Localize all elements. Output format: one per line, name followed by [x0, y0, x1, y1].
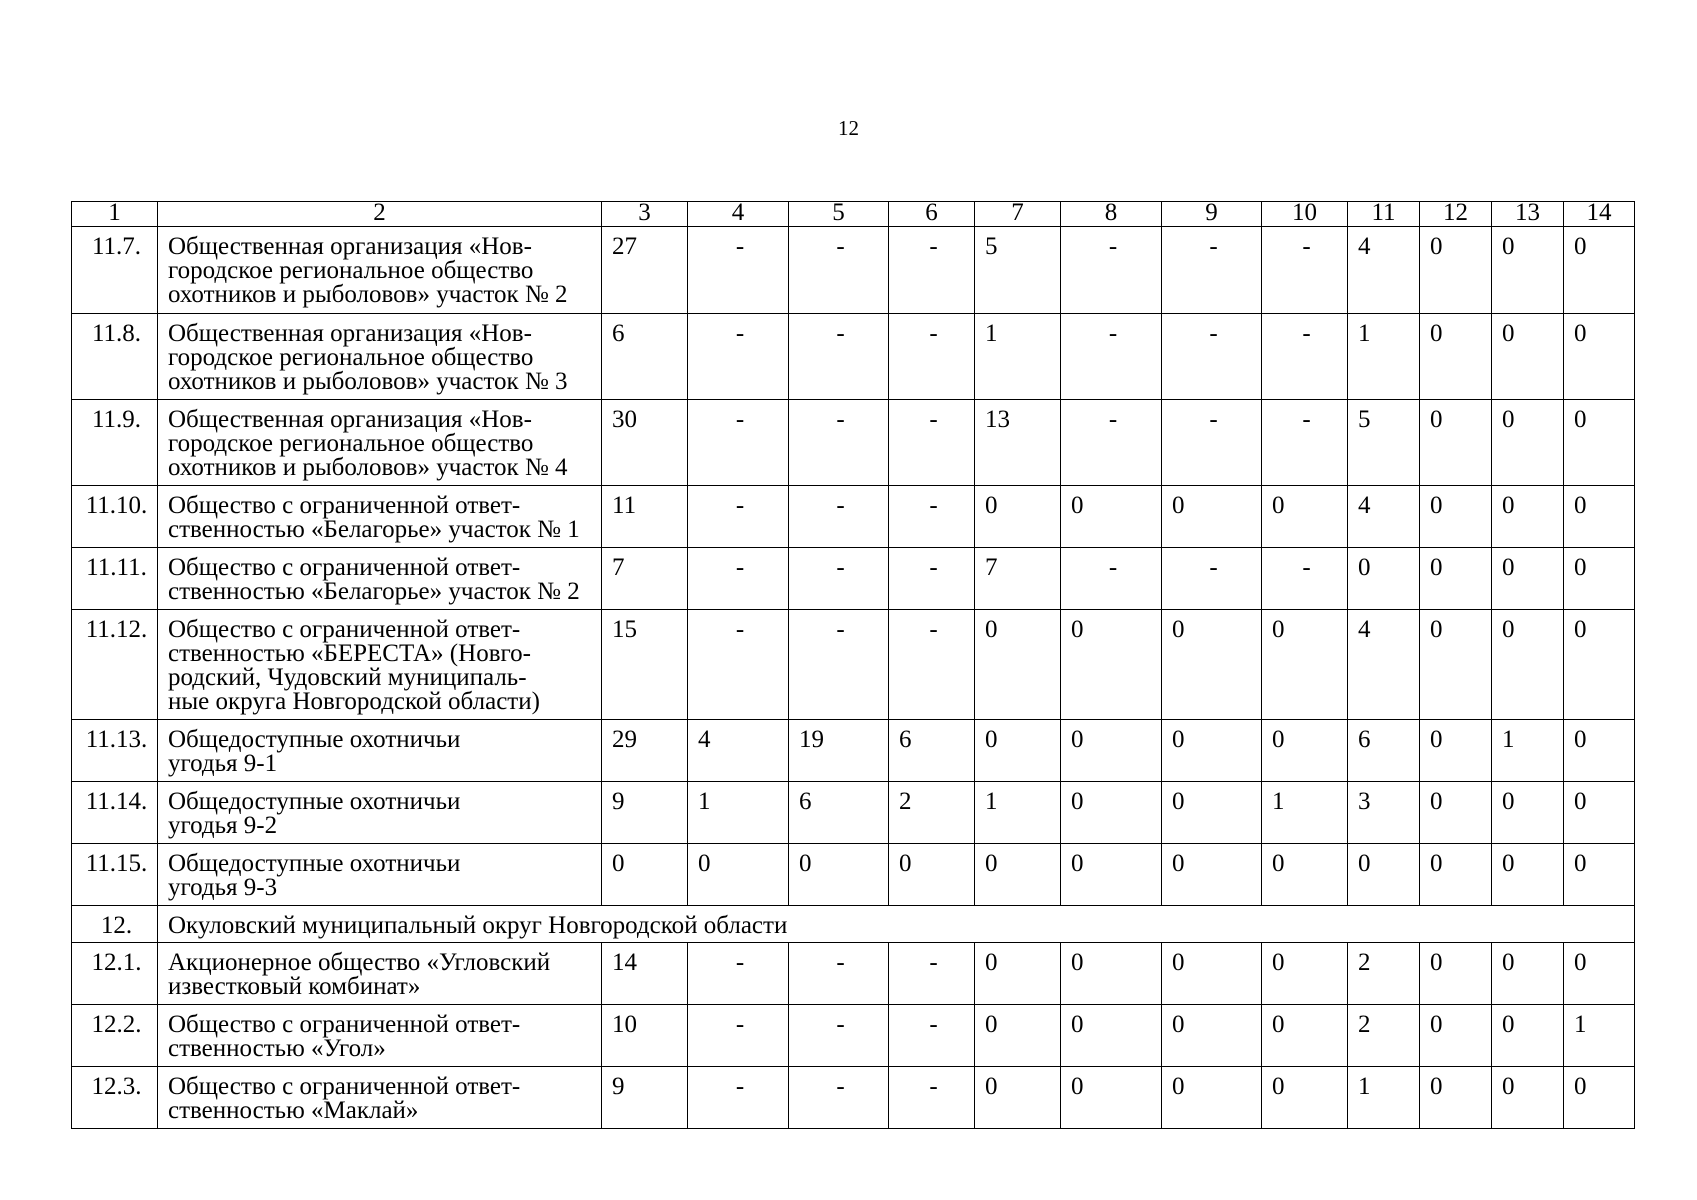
value-cell: - — [1162, 548, 1262, 610]
value-cell: 0 — [1492, 943, 1564, 1005]
value-cell: 0 — [889, 844, 975, 906]
value-cell: 0 — [1564, 227, 1635, 314]
organization-name-line: родский, Чудовский муниципаль- — [168, 664, 527, 691]
value-cell: 0 — [1348, 844, 1420, 906]
value-cell: 0 — [1262, 486, 1348, 548]
value-cell: 11 — [602, 486, 688, 548]
organization-name-line: Акционерное общество «Угловский — [168, 949, 551, 976]
value-cell: - — [789, 610, 889, 720]
row-number: 11.7. — [72, 227, 158, 314]
organization-name-line: Общедоступные охотничьи — [168, 788, 461, 815]
value-cell: 0 — [1420, 314, 1492, 400]
value-cell: 4 — [1348, 486, 1420, 548]
value-cell: 5 — [1348, 400, 1420, 486]
table-row — [72, 400, 1635, 486]
value-cell: 9 — [602, 782, 688, 844]
value-cell: 0 — [1492, 844, 1564, 906]
value-cell: 0 — [975, 486, 1061, 548]
column-header: 11 — [1348, 202, 1420, 227]
value-cell: 0 — [1162, 782, 1262, 844]
value-cell: 4 — [1348, 610, 1420, 720]
value-cell: - — [889, 227, 975, 314]
value-cell: 1 — [1262, 782, 1348, 844]
value-cell: 0 — [1564, 314, 1635, 400]
column-header: 4 — [688, 202, 789, 227]
organization-name-line: ственностью «Белагорье» участок № 1 — [168, 516, 580, 543]
value-cell: 0 — [1492, 548, 1564, 610]
value-cell: - — [688, 227, 789, 314]
column-header: 6 — [889, 202, 975, 227]
value-cell: 0 — [1262, 1067, 1348, 1129]
value-cell: 0 — [1061, 782, 1162, 844]
value-cell: 15 — [602, 610, 688, 720]
value-cell: 0 — [1492, 486, 1564, 548]
value-cell: 0 — [1420, 227, 1492, 314]
value-cell: 2 — [1348, 1005, 1420, 1067]
value-cell: 0 — [1564, 548, 1635, 610]
value-cell: 1 — [688, 782, 789, 844]
organization-name-line: Общедоступные охотничьи — [168, 850, 461, 877]
value-cell: - — [789, 943, 889, 1005]
row-number: 12. — [72, 906, 158, 943]
row-number: 11.9. — [72, 400, 158, 486]
organization-name-line: Общественная организация «Нов- — [168, 320, 532, 347]
value-cell: - — [789, 227, 889, 314]
value-cell: 0 — [688, 844, 789, 906]
value-cell: 14 — [602, 943, 688, 1005]
value-cell: 0 — [1492, 227, 1564, 314]
value-cell: 0 — [1564, 782, 1635, 844]
value-cell: 0 — [1061, 943, 1162, 1005]
value-cell: 7 — [602, 548, 688, 610]
value-cell: 0 — [789, 844, 889, 906]
organization-name-line: Общество с ограниченной ответ- — [168, 492, 521, 519]
organization-name-line: Общество с ограниченной ответ- — [168, 1073, 521, 1100]
column-header: 5 — [789, 202, 889, 227]
value-cell: 30 — [602, 400, 688, 486]
value-cell: 0 — [975, 610, 1061, 720]
column-header: 9 — [1162, 202, 1262, 227]
organization-name-line: охотников и рыболовов» участок № 2 — [168, 281, 568, 308]
organization-name — [158, 314, 602, 400]
column-header: 12 — [1420, 202, 1492, 227]
value-cell: - — [1061, 314, 1162, 400]
value-cell: - — [1262, 400, 1348, 486]
organization-name-line: охотников и рыболовов» участок № 3 — [168, 368, 568, 395]
value-cell: 29 — [602, 720, 688, 782]
column-header: 14 — [1564, 202, 1635, 227]
row-number: 11.13. — [72, 720, 158, 782]
row-number: 11.14. — [72, 782, 158, 844]
value-cell: - — [789, 1005, 889, 1067]
row-number: 11.15. — [72, 844, 158, 906]
value-cell: - — [889, 1067, 975, 1129]
value-cell: - — [1262, 314, 1348, 400]
value-cell: 0 — [1262, 610, 1348, 720]
organization-name-line: Общество с ограниченной ответ- — [168, 1011, 521, 1038]
table-row — [72, 227, 1635, 314]
value-cell: 0 — [1420, 1005, 1492, 1067]
section-title: Окуловский муниципальный округ Новгородской области — [158, 906, 1635, 943]
value-cell: 10 — [602, 1005, 688, 1067]
organization-name-line: городское региональное общество — [168, 257, 534, 284]
organization-name-line: охотников и рыболовов» участок № 4 — [168, 454, 568, 481]
organization-name-line: угодья 9-1 — [168, 750, 278, 777]
value-cell: 0 — [1492, 1067, 1564, 1129]
organization-name-line: Общество с ограниченной ответ- — [168, 554, 521, 581]
value-cell: - — [688, 400, 789, 486]
header-row — [72, 202, 1635, 227]
value-cell: 0 — [1162, 1067, 1262, 1129]
value-cell: - — [789, 486, 889, 548]
value-cell: 1 — [975, 782, 1061, 844]
row-number: 11.12. — [72, 610, 158, 720]
value-cell: 0 — [1420, 782, 1492, 844]
organization-name-line: ственностью «БЕРЕСТА» (Новго- — [168, 640, 531, 667]
value-cell: 19 — [789, 720, 889, 782]
value-cell: 4 — [1348, 227, 1420, 314]
value-cell: 1 — [1564, 1005, 1635, 1067]
value-cell: 6 — [602, 314, 688, 400]
value-cell: 0 — [1420, 400, 1492, 486]
value-cell: 4 — [688, 720, 789, 782]
organization-name — [158, 227, 602, 314]
column-header: 3 — [602, 202, 688, 227]
value-cell: - — [1162, 314, 1262, 400]
value-cell: 0 — [1420, 610, 1492, 720]
value-cell: 0 — [975, 720, 1061, 782]
organization-name-line: ственностью «Маклай» — [168, 1097, 419, 1124]
organization-name — [158, 844, 602, 906]
value-cell: - — [688, 486, 789, 548]
value-cell: 0 — [1420, 720, 1492, 782]
organization-name-line: Общественная организация «Нов- — [168, 406, 532, 433]
organization-name-line: Общедоступные охотничьи — [168, 726, 461, 753]
row-number: 11.10. — [72, 486, 158, 548]
value-cell: 0 — [975, 943, 1061, 1005]
value-cell: 0 — [1420, 844, 1492, 906]
value-cell: 0 — [1061, 486, 1162, 548]
organization-name — [158, 548, 602, 610]
organization-name-line: ственностью «Угол» — [168, 1035, 386, 1062]
value-cell: 0 — [1162, 486, 1262, 548]
organization-name — [158, 782, 602, 844]
value-cell: 0 — [1420, 486, 1492, 548]
organization-name-line: городское региональное общество — [168, 344, 534, 371]
value-cell: 6 — [1348, 720, 1420, 782]
table-row — [72, 1005, 1635, 1067]
value-cell: 0 — [1492, 782, 1564, 844]
organization-name — [158, 610, 602, 720]
value-cell: 0 — [975, 1067, 1061, 1129]
value-cell: 3 — [1348, 782, 1420, 844]
table-row — [72, 943, 1635, 1005]
organization-name-line: Общественная организация «Нов- — [168, 233, 532, 260]
row-number: 12.2. — [72, 1005, 158, 1067]
value-cell: - — [688, 943, 789, 1005]
value-cell: - — [688, 314, 789, 400]
value-cell: 0 — [1262, 943, 1348, 1005]
value-cell: - — [1061, 400, 1162, 486]
value-cell: 0 — [975, 844, 1061, 906]
value-cell: 0 — [1348, 548, 1420, 610]
value-cell: 0 — [1492, 314, 1564, 400]
value-cell: 0 — [1564, 486, 1635, 548]
table-row — [72, 486, 1635, 548]
table-row — [72, 1067, 1635, 1129]
value-cell: 0 — [1262, 720, 1348, 782]
value-cell: 0 — [1262, 844, 1348, 906]
value-cell: 0 — [1420, 548, 1492, 610]
value-cell: 5 — [975, 227, 1061, 314]
section-row — [72, 906, 1635, 943]
value-cell: 0 — [1420, 943, 1492, 1005]
value-cell: 0 — [1061, 844, 1162, 906]
value-cell: 7 — [975, 548, 1061, 610]
row-number: 11.8. — [72, 314, 158, 400]
value-cell: - — [688, 1005, 789, 1067]
value-cell: 1 — [1492, 720, 1564, 782]
row-number: 11.11. — [72, 548, 158, 610]
value-cell: 0 — [1420, 1067, 1492, 1129]
value-cell: 0 — [975, 1005, 1061, 1067]
organization-name-line: ные округа Новгородской области) — [168, 688, 540, 715]
table-row — [72, 610, 1635, 720]
organization-name — [158, 943, 602, 1005]
table-row — [72, 548, 1635, 610]
value-cell: 0 — [1564, 943, 1635, 1005]
organization-name — [158, 400, 602, 486]
organization-name — [158, 1067, 602, 1129]
organization-name-line: известковый комбинат» — [168, 973, 421, 1000]
value-cell: 0 — [1564, 610, 1635, 720]
organization-name-line: угодья 9-3 — [168, 874, 278, 901]
column-header: 1 — [72, 202, 158, 227]
value-cell: - — [789, 548, 889, 610]
value-cell: - — [889, 943, 975, 1005]
table-row — [72, 844, 1635, 906]
value-cell: 13 — [975, 400, 1061, 486]
value-cell: 0 — [1061, 1005, 1162, 1067]
value-cell: - — [889, 548, 975, 610]
value-cell: 2 — [889, 782, 975, 844]
value-cell: 0 — [1162, 720, 1262, 782]
value-cell: - — [1262, 227, 1348, 314]
value-cell: - — [688, 1067, 789, 1129]
value-cell: - — [889, 610, 975, 720]
value-cell: 9 — [602, 1067, 688, 1129]
column-header: 13 — [1492, 202, 1564, 227]
data-table — [71, 201, 1635, 1129]
table-row — [72, 782, 1635, 844]
organization-name-line: угодья 9-2 — [168, 812, 278, 839]
value-cell: - — [1162, 227, 1262, 314]
value-cell: 6 — [889, 720, 975, 782]
column-header: 7 — [975, 202, 1061, 227]
row-number: 12.3. — [72, 1067, 158, 1129]
table-row — [72, 314, 1635, 400]
page-number: 12 — [838, 116, 859, 140]
value-cell: - — [1061, 548, 1162, 610]
value-cell: - — [688, 610, 789, 720]
value-cell: 0 — [1162, 1005, 1262, 1067]
organization-name — [158, 720, 602, 782]
value-cell: - — [1162, 400, 1262, 486]
column-header: 8 — [1061, 202, 1162, 227]
value-cell: 6 — [789, 782, 889, 844]
value-cell: - — [889, 400, 975, 486]
value-cell: 0 — [1162, 844, 1262, 906]
table-row — [72, 720, 1635, 782]
value-cell: - — [789, 1067, 889, 1129]
organization-name-line: городское региональное общество — [168, 430, 534, 457]
value-cell: 0 — [1262, 1005, 1348, 1067]
value-cell: 0 — [1061, 720, 1162, 782]
row-number: 12.1. — [72, 943, 158, 1005]
value-cell: - — [688, 548, 789, 610]
value-cell: - — [1061, 227, 1162, 314]
organization-name — [158, 486, 602, 548]
value-cell: 0 — [602, 844, 688, 906]
value-cell: - — [889, 1005, 975, 1067]
value-cell: - — [789, 314, 889, 400]
value-cell: - — [889, 486, 975, 548]
organization-name-line: Общество с ограниченной ответ- — [168, 616, 521, 643]
value-cell: 0 — [1564, 844, 1635, 906]
value-cell: 1 — [1348, 314, 1420, 400]
value-cell: 0 — [1061, 610, 1162, 720]
value-cell: 0 — [1162, 943, 1262, 1005]
value-cell: 0 — [1564, 720, 1635, 782]
organization-name — [158, 1005, 602, 1067]
column-header: 10 — [1262, 202, 1348, 227]
value-cell: 0 — [1492, 1005, 1564, 1067]
value-cell: 2 — [1348, 943, 1420, 1005]
organization-name-line: ственностью «Белагорье» участок № 2 — [168, 578, 580, 605]
value-cell: 27 — [602, 227, 688, 314]
value-cell: 0 — [1492, 610, 1564, 720]
value-cell: 1 — [975, 314, 1061, 400]
column-header: 2 — [158, 202, 602, 227]
value-cell: 0 — [1061, 1067, 1162, 1129]
value-cell: 0 — [1492, 400, 1564, 486]
value-cell: - — [889, 314, 975, 400]
value-cell: 0 — [1564, 1067, 1635, 1129]
value-cell: - — [789, 400, 889, 486]
value-cell: 0 — [1162, 610, 1262, 720]
value-cell: 0 — [1564, 400, 1635, 486]
value-cell: 1 — [1348, 1067, 1420, 1129]
value-cell: - — [1262, 548, 1348, 610]
